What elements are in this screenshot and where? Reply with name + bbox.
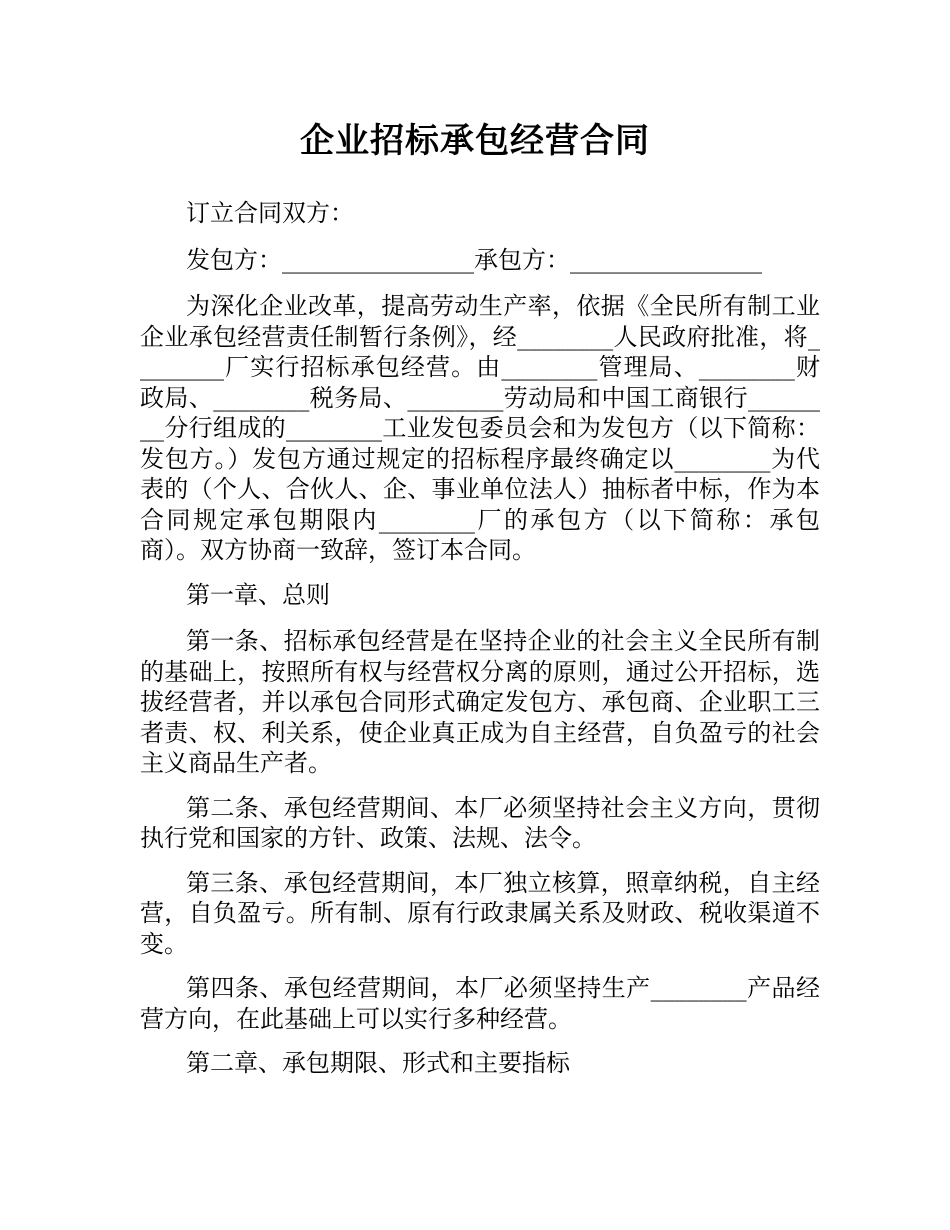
- contract-parties-heading: 订立合同双方：: [186, 199, 354, 227]
- chapter-1-heading: 第一章、总则: [186, 580, 330, 609]
- document-title: 企业招标承包经营合同: [300, 121, 650, 161]
- article-4: 第四条、承包经营期间，本厂必须坚持生产________产品经营方向，在此基础上可以实行多种经营。: [140, 974, 820, 1033]
- document-body: [140, 198, 820, 1095]
- article-2: 第二条、承包经营期间、本厂必须坚持社会主义方向，贯彻执行党和国家的方针、政策、法规、法令。: [140, 793, 820, 852]
- article-1: 第一条、招标承包经营是在坚持企业的社会主义全民所有制的基础上，按照所有权与经营权分离的原则，通过公开招标，选拔经营者，并以承包合同形式确定发包方、承包商、企业职工三者责、权、利关系，使企业真正成为自主经营，自负盈亏的社会主义商品生产者。: [140, 627, 820, 777]
- preamble-paragraph: 为深化企业改革，提高劳动生产率，依据《全民所有制工业企业承包经营责任制暂行条例》，经________人民政府批准，将________厂实行招标承包经营。由________管理局、________财政局、________税务局、________劳动局和中国工商银行________分行组成的________工业发包委员会和为发包方（以下简称：发包方。）发包方通过规定的招标程序最终确定以________为代表的（个人、合伙人、企、事业单位法人）抽标者中标，作为本合同规定承包期限内________厂的承包方（以下简称：承包商）。双方协商一致辞，签订本合同。: [140, 292, 820, 564]
- chapter-2-heading: 第二章、承包期限、形式和主要指标: [186, 1049, 570, 1077]
- article-3: 第三条、承包经营期间，本厂独立核算，照章纳税，自主经营，自负盈亏。所有制、原有行政隶属关系及财政、税收渠道不变。: [140, 868, 820, 958]
- parties-line: 发包方：________________承包方：________________: [186, 245, 762, 274]
